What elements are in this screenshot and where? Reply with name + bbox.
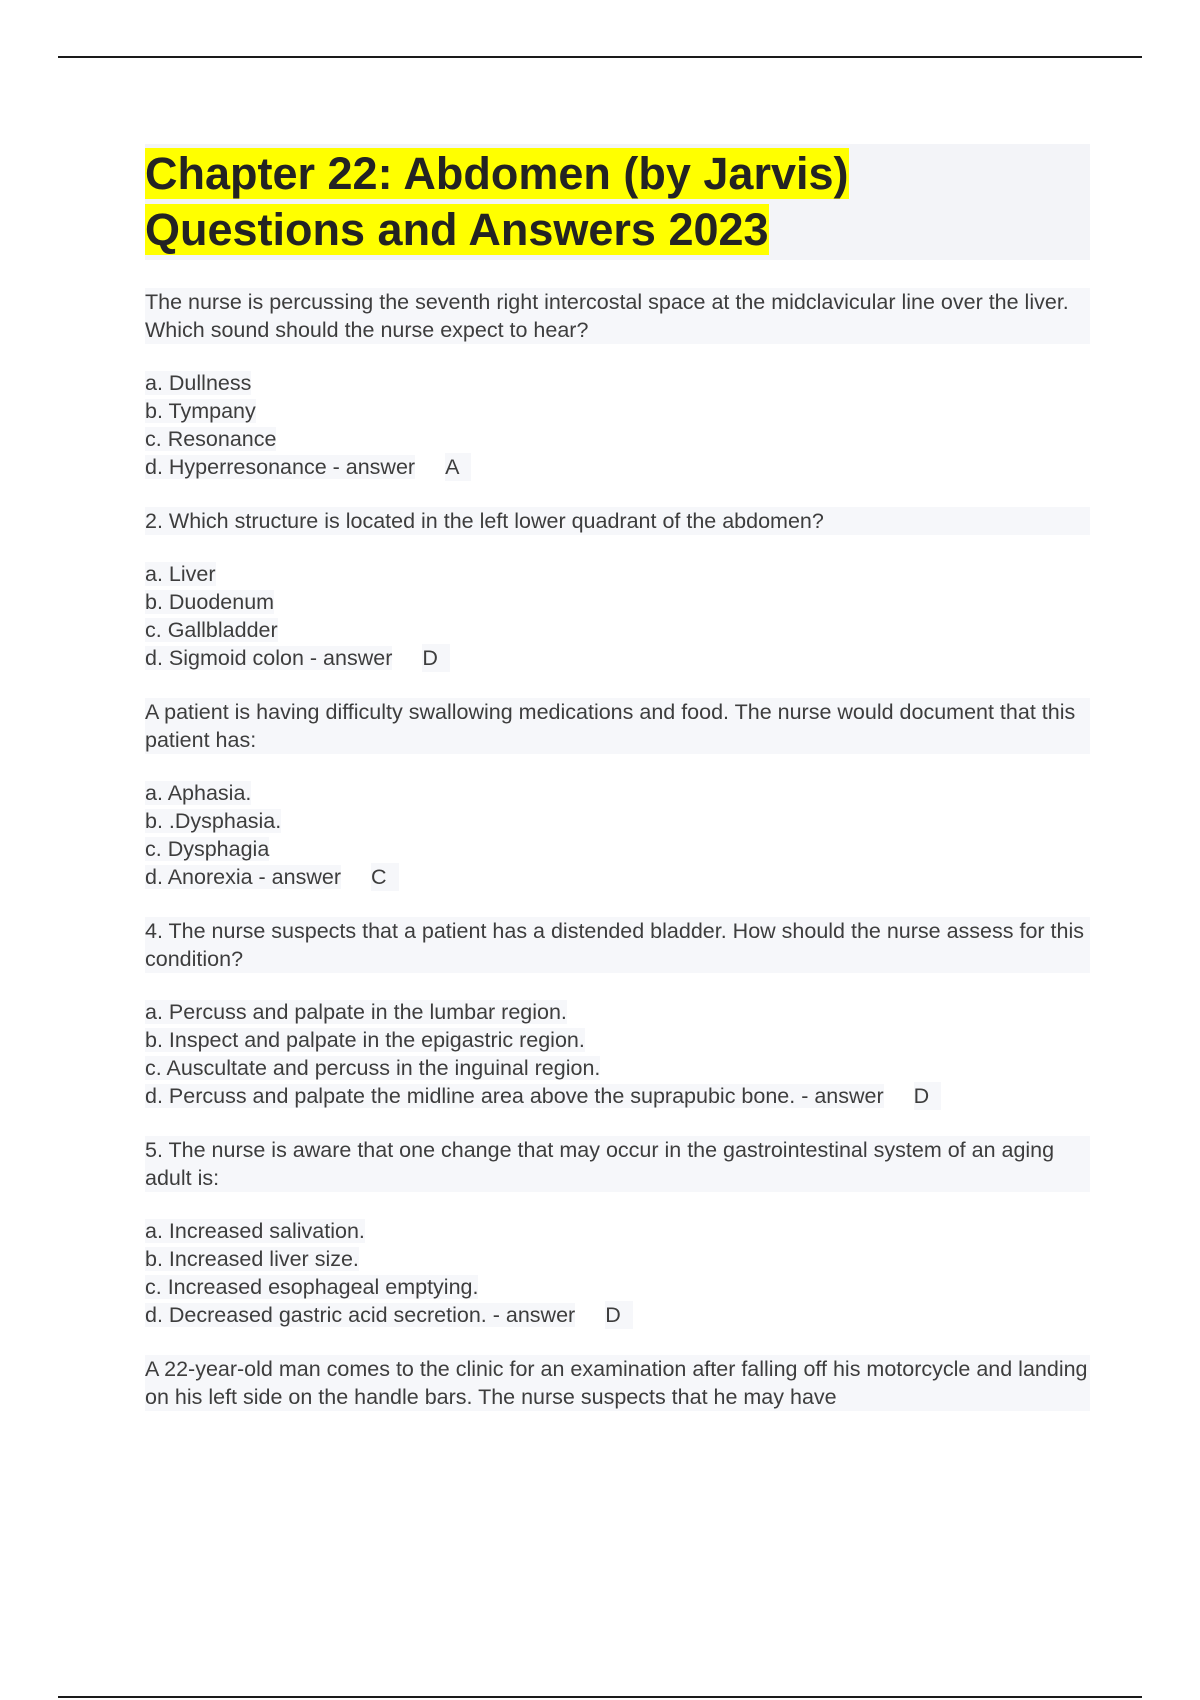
option-c: c. Dysphagia — [145, 837, 270, 861]
question-4 — [145, 917, 1090, 1110]
option-b: b. Tympany — [145, 399, 256, 423]
option-d: d. Decreased gastric acid secretion. - answer D — [145, 1301, 1090, 1329]
bottom-rule — [58, 1696, 1142, 1698]
question-1 — [145, 288, 1090, 481]
option-d: d. Hyperresonance - answer A — [145, 453, 1090, 481]
answer-key: D — [422, 644, 450, 672]
option-a: a. Aphasia. — [145, 781, 252, 805]
option-d: d. Sigmoid colon - answer D — [145, 644, 1090, 672]
answer-key: D — [914, 1082, 942, 1110]
answer-key: C — [371, 863, 399, 891]
option-c: c. Resonance — [145, 427, 277, 451]
option-c: c. Auscultate and percuss in the inguinal region. — [145, 1056, 601, 1080]
option-a: a. Dullness — [145, 371, 252, 395]
question-6 — [145, 1355, 1090, 1411]
page-title-line-2: Questions and Answers 2023 — [145, 204, 769, 255]
page-title-line-1: Chapter 22: Abdomen (by Jarvis) — [145, 148, 849, 199]
option-c: c. Increased esophageal emptying. — [145, 1275, 479, 1299]
option-a: a. Percuss and palpate in the lumbar region. — [145, 1000, 567, 1024]
top-rule — [58, 56, 1142, 58]
answer-key: A — [445, 453, 471, 481]
option-c: c. Gallbladder — [145, 618, 278, 642]
option-b: b. Duodenum — [145, 590, 275, 614]
option-b: b. Increased liver size. — [145, 1247, 359, 1271]
document-body — [145, 144, 1090, 1437]
question-text: 4. The nurse suspects that a patient has a distended bladder. How should the nurse assess for this condition? — [145, 917, 1090, 973]
answer-key: D — [605, 1301, 633, 1329]
question-2 — [145, 507, 1090, 672]
option-d: d. Percuss and palpate the midline area above the suprapubic bone. - answer D — [145, 1082, 1090, 1110]
option-d: d. Anorexia - answer C — [145, 863, 1090, 891]
question-5 — [145, 1136, 1090, 1329]
question-3 — [145, 698, 1090, 891]
question-text: 2. Which structure is located in the left lower quadrant of the abdomen? — [145, 507, 1090, 535]
option-a: a. Increased salivation. — [145, 1219, 365, 1243]
option-b: b. .Dysphasia. — [145, 809, 282, 833]
question-text: A patient is having difficulty swallowing medications and food. The nurse would document that this patient has: — [145, 698, 1090, 754]
question-text: 5. The nurse is aware that one change that may occur in the gastrointestinal system of an aging adult is: — [145, 1136, 1090, 1192]
title-block — [145, 144, 1090, 260]
option-b: b. Inspect and palpate in the epigastric region. — [145, 1028, 585, 1052]
question-text: The nurse is percussing the seventh right intercostal space at the midclavicular line over the liver. Which sound should the nurse expect to hear? — [145, 288, 1090, 344]
option-a: a. Liver — [145, 562, 216, 586]
question-text: A 22-year-old man comes to the clinic for an examination after falling off his motorcycle and landing on his left side on the handle bars. The nurse suspects that he may have — [145, 1355, 1090, 1411]
